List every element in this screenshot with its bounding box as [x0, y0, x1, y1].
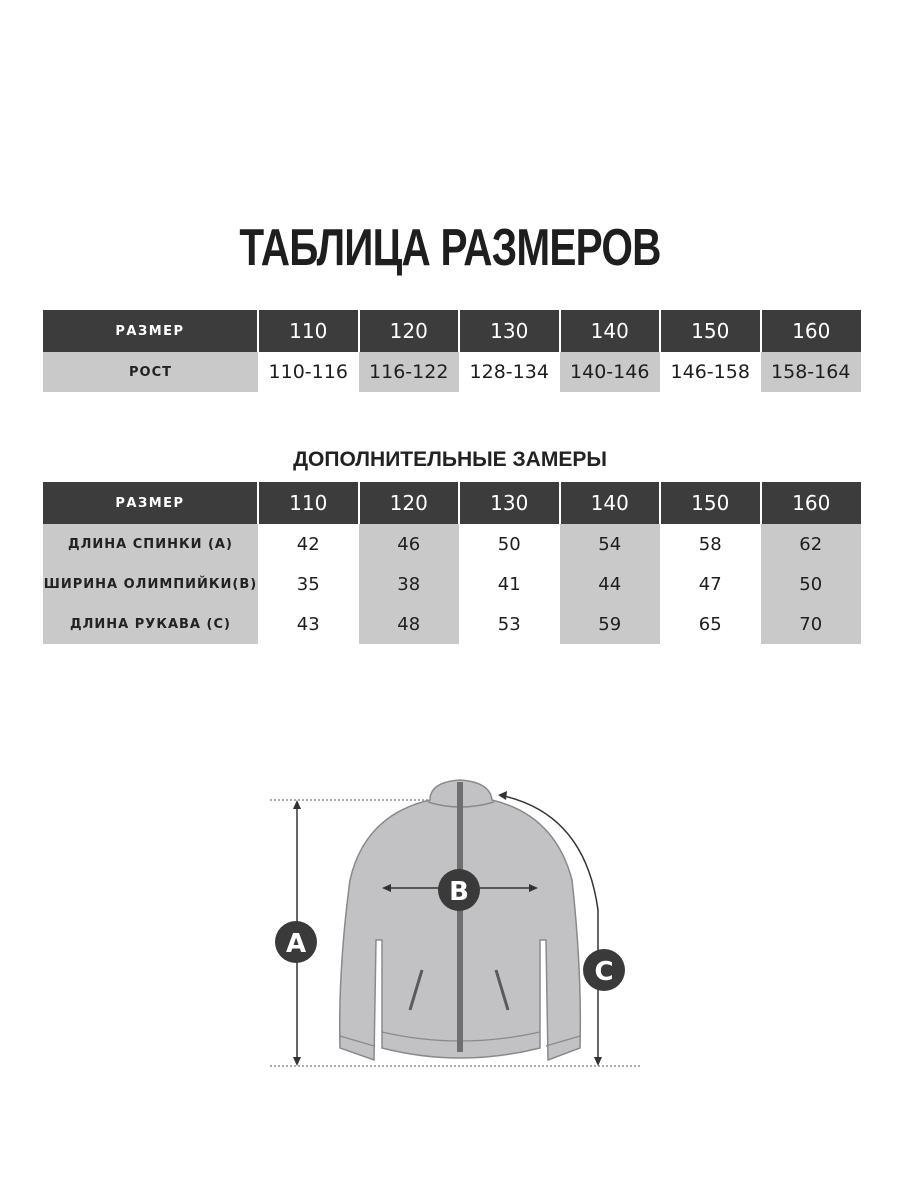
table-cell: 48 — [359, 604, 460, 644]
row-label: ДЛИНА СПИНКИ (А) — [43, 524, 258, 564]
table-cell: 47 — [660, 564, 761, 604]
size-header-cell: 140 — [560, 482, 661, 524]
svg-text:B: B — [449, 877, 469, 907]
size-header-cell: 150 — [660, 482, 761, 524]
measure-table-header-row — [43, 482, 861, 524]
size-header-cell: 160 — [761, 482, 862, 524]
size-table — [43, 310, 861, 392]
size-header-cell: 110 — [258, 310, 359, 352]
table-cell: 50 — [459, 524, 560, 564]
header-label: РАЗМЕР — [43, 310, 258, 352]
table-cell: 43 — [258, 604, 359, 644]
table-cell: 54 — [560, 524, 661, 564]
table-cell: 128-134 — [459, 352, 560, 392]
table-cell: 58 — [660, 524, 761, 564]
jacket-diagram — [260, 770, 660, 1080]
table-cell: 59 — [560, 604, 661, 644]
table-cell: 35 — [258, 564, 359, 604]
table-cell: 46 — [359, 524, 460, 564]
size-header-cell: 120 — [359, 310, 460, 352]
table-cell: 42 — [258, 524, 359, 564]
section-subtitle: ДОПОЛНИТЕЛЬНЫЕ ЗАМЕРЫ — [293, 448, 607, 471]
table-row — [43, 604, 861, 644]
svg-text:A: A — [285, 929, 307, 959]
size-header-cell: 110 — [258, 482, 359, 524]
table-cell: 62 — [761, 524, 862, 564]
marker-b — [438, 869, 480, 911]
header-label: РАЗМЕР — [43, 482, 258, 524]
page-title: ТАБЛИЦА РАЗМЕРОВ — [239, 219, 661, 277]
jacket-icon — [340, 780, 581, 1060]
size-header-cell: 140 — [560, 310, 661, 352]
svg-text:C: C — [594, 957, 614, 987]
size-header-cell: 130 — [459, 482, 560, 524]
table-cell: 44 — [560, 564, 661, 604]
row-label: РОСТ — [43, 352, 258, 392]
marker-c — [583, 949, 625, 991]
table-cell: 53 — [459, 604, 560, 644]
table-cell: 146-158 — [660, 352, 761, 392]
table-cell: 41 — [459, 564, 560, 604]
table-cell: 38 — [359, 564, 460, 604]
size-table-header-row — [43, 310, 861, 352]
table-cell: 65 — [660, 604, 761, 644]
size-header-cell: 130 — [459, 310, 560, 352]
table-cell: 50 — [761, 564, 862, 604]
size-header-cell: 120 — [359, 482, 460, 524]
table-cell: 140-146 — [560, 352, 661, 392]
table-cell: 158-164 — [761, 352, 862, 392]
table-row — [43, 352, 861, 392]
row-label: ШИРИНА ОЛИМПИЙКИ(В) — [43, 564, 258, 604]
size-header-cell: 150 — [660, 310, 761, 352]
table-cell: 70 — [761, 604, 862, 644]
marker-a — [275, 921, 317, 963]
table-cell: 110-116 — [258, 352, 359, 392]
table-cell: 116-122 — [359, 352, 460, 392]
table-row — [43, 564, 861, 604]
row-label: ДЛИНА РУКАВА (С) — [43, 604, 258, 644]
table-row — [43, 524, 861, 564]
measure-table — [43, 482, 861, 644]
size-header-cell: 160 — [761, 310, 862, 352]
